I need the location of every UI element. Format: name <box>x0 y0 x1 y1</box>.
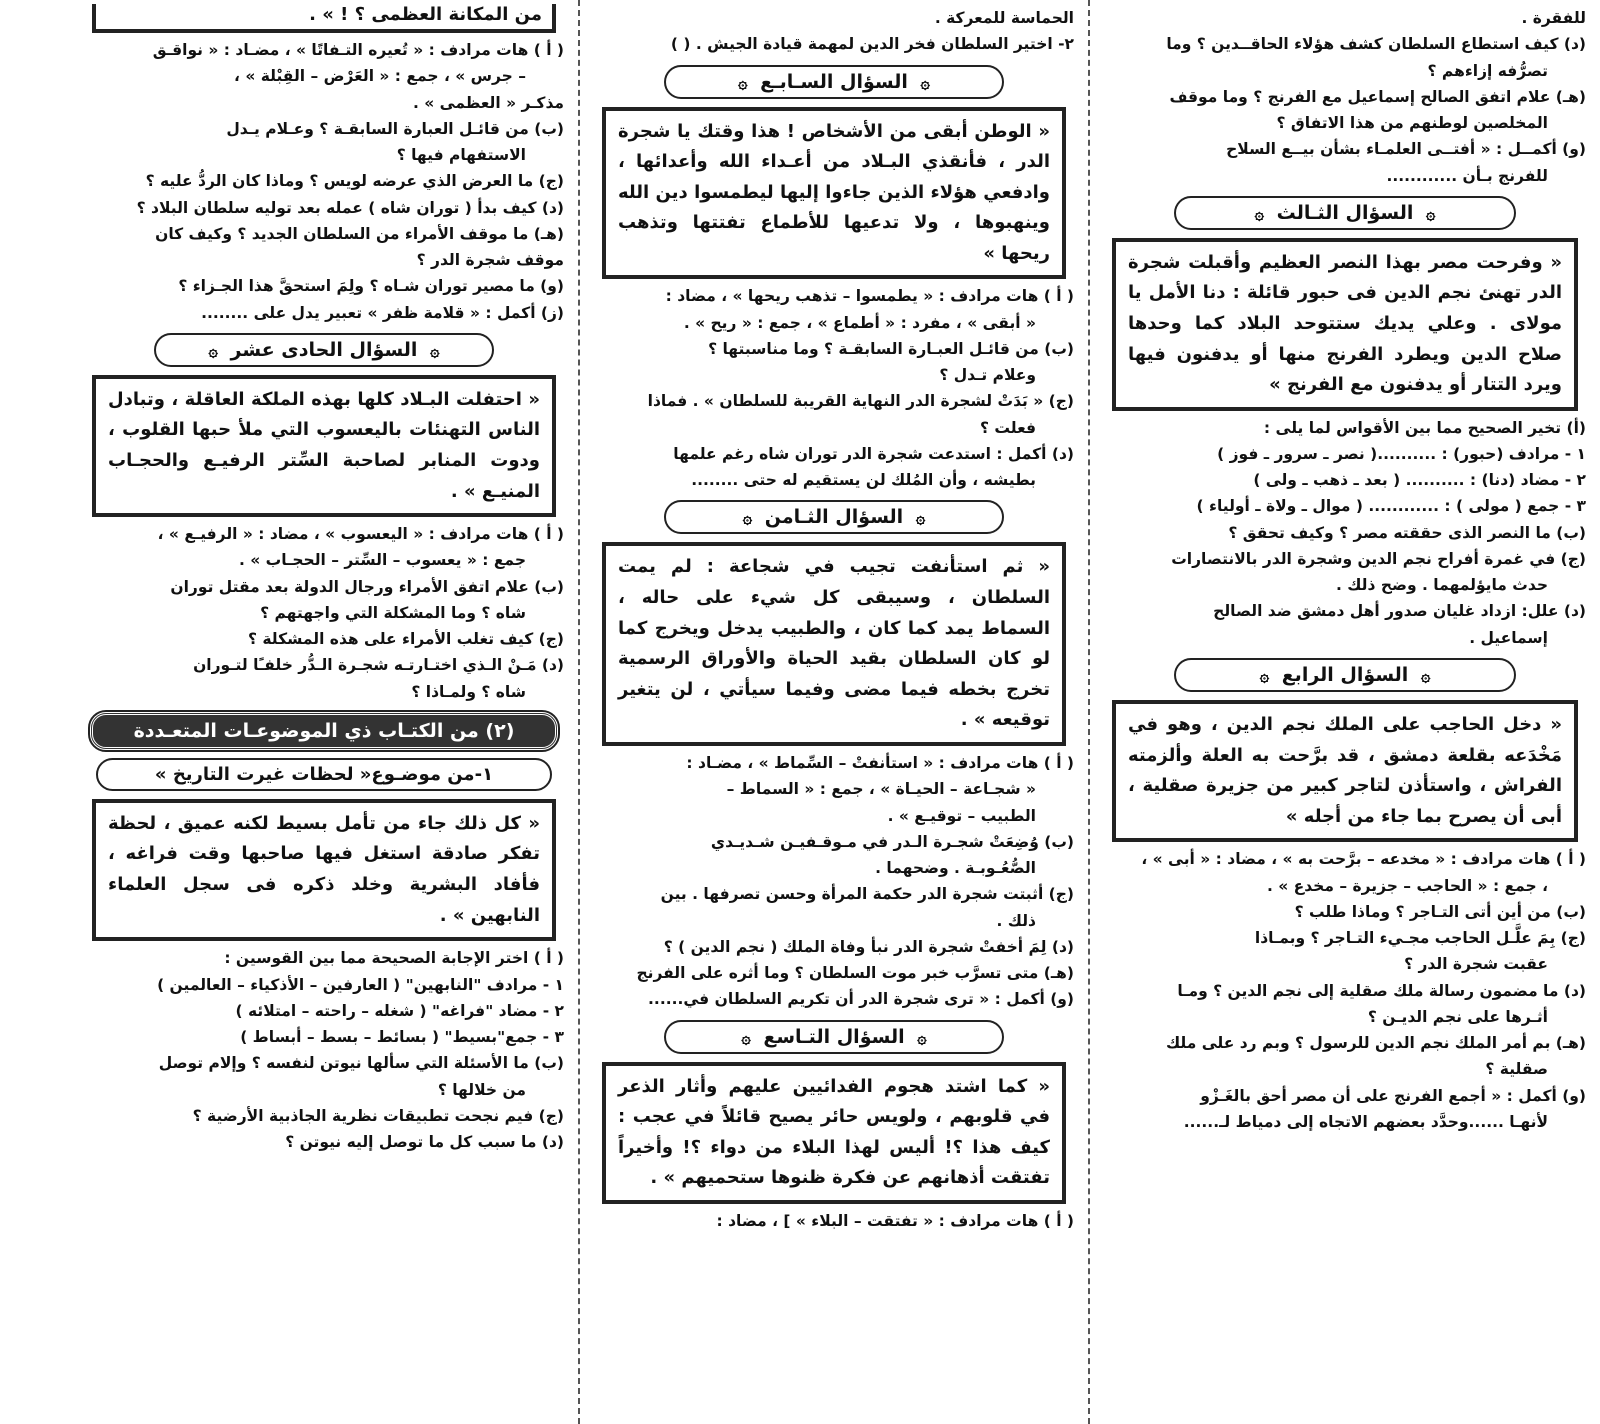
left-column <box>70 0 580 1424</box>
text-line: جمع : « يعسوب – السِّتر – الحجـاب » . <box>238 551 526 570</box>
text-line: (ب) ما النصر الذى حققته مصر ؟ وكيف تحقق ؟ <box>1228 523 1586 542</box>
text-line: المخلصين لوطنهم من هذا الاتفاق ؟ <box>1276 114 1548 132</box>
text-line: ( أ ) اختر الإجابة الصحيحة مما بين القوسين : <box>224 949 564 968</box>
question-title: السؤال الحادى عشر <box>230 338 418 361</box>
ornament-icon: ۞ <box>208 340 218 360</box>
text-line: ٢ - مضاد "فراغه" ( شغله – راحته – امتلائه ) <box>235 1001 564 1020</box>
text-line: (د) ما سبب كل ما توصل إليه نيوتن ؟ <box>285 1133 564 1151</box>
passage-box: « الوطن أبقى من الأشخاص ! هذا وقتك يا شجرة الدر ، فأنقذي البـلاد من أعـداء الله وأعدائها ، وادفعي هؤلاء الذين جاءوا إليها ليطمسوا دين الله وينهبوها ، ولا تدعيها للأطماع تفتتها وتذهب ريحها » <box>602 107 1066 280</box>
text-line: « أبقى » ، مفرد : « أطماع » ، جمع : « ريح » . <box>683 313 1036 332</box>
passage-box: « دخل الحاجب على الملك نجم الدين ، وهو في مَخْدَعه بقلعة دمشق ، قد برَّحت به العلة وألزمته الفراش ، واستأذن لتاجر كبير من جزيرة صقلية ، أبى أن يصرح بما جاء من أجله » <box>1112 700 1578 842</box>
passage-box: « احتفلت البـلاد كلها بهذه الملكة العاقلة ، وتبادل الناس التهنئات باليعسوب التي ملأ حبها القلوب ، ودوت المنابر لصاحبة السِّتر الرفيـع والحجـاب المنيـع » . <box>92 375 556 517</box>
section-banner: (٢) من الكتـاب ذي الموضوعـات المتعـددة <box>90 712 558 750</box>
text-line: (أ) تخير الصحيح مما بين الأقواس لما يلى : <box>1263 418 1586 437</box>
question-title: السؤال الرابع <box>1281 663 1409 686</box>
text-line: (ب) علام اتفق الأمراء ورجال الدولة بعد مقتل توران <box>170 577 564 596</box>
text-line: لأنهـا ......وحدَّد بعضهم الاتجاه إلى دمياط لـ...... <box>1183 1112 1548 1131</box>
text-line: (هـ) بم أمر الملك نجم الدين للرسول ؟ وبم رد على ملك <box>1165 1034 1586 1053</box>
text-line: ( أ ) هات مرادف : « تفتقت – البلاء » ] ، مضاد : <box>716 1211 1074 1230</box>
ornament-icon: ۞ <box>915 508 926 528</box>
question-title: السؤال الثـالث <box>1276 201 1414 224</box>
passage-box: « وفرحت مصر بهذا النصر العظيم وأقبلت شجرة الدر تهنئ نجم الدين فى حبور قائلة : دنا الأمل يا مولاى . وعلي يديك ستتوحد البلاد كما وحدها صلاح الدين ويطرد الفرنج منها أو يدفنون فيها ويرد التتار أو يدفنون مع الفرنج » <box>1112 238 1578 411</box>
text-line: (د) ما مضمون رسالة ملك صقلية إلى نجم الدين ؟ ومـا <box>1177 981 1586 1000</box>
text-line: (و) أكمل : « ترى شجرة الدر أن تكريم السلطان في...... <box>648 990 1074 1009</box>
question-8-header <box>664 500 1004 534</box>
question-9-header <box>664 1020 1004 1054</box>
passage-box-end: من المكانة العظمى ؟ ! » . <box>92 4 556 33</box>
ornament-icon: ۞ <box>1254 203 1264 223</box>
text-line: (د) مَـنْ الـذي اختـارتـه شجـرة الـدُّر خلفـًا لتـوران <box>193 656 564 675</box>
passage-box: « كما اشتد هجوم الفدائيين عليهم وأثار الذعر في قلوبهم ، ولويس حائر يصيح قائلاً في عجب : كيف هذا ؟! أليس لهذا البلاء من دواء ؟! وأخيراً تفتقت أذهانهم عن فكرة ظنوها ستحميهم » . <box>602 1062 1066 1204</box>
text-line: شاه ؟ ولمـاذا ؟ <box>411 682 526 701</box>
question-11-header <box>154 333 494 367</box>
text-line: (ب) من قائـل العبـارة السابقـة ؟ وما مناسبتها ؟ <box>708 339 1074 358</box>
text-line: ، جمع : « الحاجب – جزيرة – مخدع » . <box>1266 876 1548 895</box>
text-line: ١ - مرادف "النابهين" ( العارفين – الأذكياء – العالمين ) <box>157 975 564 994</box>
question-title: السؤال التـاسع <box>763 1025 905 1048</box>
text-line: (هـ) علام اتفق الصالح إسماعيل مع الفرنج ؟ وما موقف <box>1169 87 1586 106</box>
text-line: (ب) من أين أتى التـاجر ؟ وماذا طلب ؟ <box>1294 902 1586 921</box>
text-line: ٢ - مضاد (دنا) : .......... ( بعد ـ ذهب ـ ولى ) <box>1253 471 1586 490</box>
passage-box: « ثم استأنفت تجيب في شجاعة : لم يمت السلطان ، وسيبقى كل شيء على حاله ، السماط يمد كما كان ، والطبيب يدخل ويخرج كما لو كان السلطان بقيد الحياة والأوراق الرسمية تخرج بخطه فيما مضى وفيما سيأتي ، لن يتغير توقيعه » . <box>602 542 1066 746</box>
text-line: (ج) « بَدَتْ لشجرة الدر النهاية القريبة للسلطان » . فماذا <box>647 392 1074 411</box>
question-3-header <box>1174 196 1515 230</box>
text-line: الحماسة للمعركة . <box>934 9 1074 27</box>
text-line: الطبيب – توقيـع » . <box>887 806 1036 825</box>
text-line: (ب) وُضِعَتْ شجـرة الـدر في مـوقـفيـن شـديـدي <box>710 832 1074 851</box>
text-line: الصُّعُـوبـة . وضحهما . <box>875 859 1036 878</box>
text-line: (ب) من قائـل العبارة السابقـة ؟ وعـلام يـدل <box>226 119 564 138</box>
text-line: ( أ ) هات مرادف : « تُعيره التـفاتًا » ، مضـاد : « نواقـق <box>152 41 564 59</box>
text-line: (و) أكمل : « أجمع الفرنج على أن مصر أحق بالغَـزْو <box>1200 1086 1586 1105</box>
ornament-icon: ۞ <box>1426 203 1436 223</box>
text-line: بطيشه ، وأن المُلك لن يستقيم له حتى ........ <box>691 471 1036 490</box>
text-line: ( أ ) هات مرادف : « مخدعه – برَّحت به » ، مضاد : « أبى » ، <box>1141 850 1586 869</box>
text-line: ذلك . <box>996 911 1036 930</box>
middle-column <box>580 0 1090 1424</box>
text-line: (هـ) متى تسرَّب خبر موت السلطان ؟ وما أثره على الفرنج <box>636 964 1074 983</box>
text-line: ( أ ) هات مرادف : « يطمسوا – تذهب ريحها » ، مضاد : <box>665 287 1074 306</box>
ornament-icon: ۞ <box>430 340 440 360</box>
text-line: إسماعيل . <box>1469 628 1548 647</box>
question-4-header <box>1174 658 1515 692</box>
passage-box: « كل ذلك جاء من تأمل بسيط لكنه عميق ، لحظة تفكر صادقة استغل فيها صاحبها وقت فراغه ، فأفاد البشرية وخلد ذكره فى سجل العلماء النابهين » . <box>92 799 556 941</box>
text-line: أثـرها على نجم الديـن ؟ <box>1367 1007 1548 1026</box>
ornament-icon: ۞ <box>738 72 748 92</box>
ornament-icon: ۞ <box>742 508 753 528</box>
text-line: الاستفهام فيها ؟ <box>396 146 526 164</box>
text-line: (ج) كيف تغلب الأمراء على هذه المشكلة ؟ <box>247 630 564 649</box>
text-line: ( أ ) هات مرادف : « استأنفتْ – السِّماط » ، مضـاد : <box>686 754 1074 773</box>
text-line: مذكـر « العظمى » . <box>412 93 564 112</box>
text-line: « شجـاعة – الحيـاة » ، جمع : « السماط – <box>726 780 1036 799</box>
question-title: السؤال الثـامن <box>764 506 904 529</box>
text-line: (ج) في غمرة أفراح نجم الدين وشجرة الدر بالانتصارات <box>1171 549 1586 568</box>
text-line: ٢- اختير السلطان فخر الدين لمهمة قيادة الجيش . ( ) <box>670 35 1074 54</box>
topic-banner: ١-من موضـوع« لحظات غيرت التاريخ » <box>96 758 552 791</box>
text-line: ١ - مرادف (حبور) : ..........( نصر ـ سرور ـ فوز ) <box>1217 444 1586 463</box>
text-line: (د) علل: ازداد غليان صدور أهل دمشق ضد الصالح <box>1213 602 1586 621</box>
text-line: (ج) بِمَ علَّـل الحاجب مجـيء التـاجر ؟ وبمـاذا <box>1254 929 1586 948</box>
text-line: (ج) أثبتت شجرة الدر حكمة المرأة وحسن تصرفها . بين <box>660 885 1074 904</box>
text-line: (د) لِمَ أخفتْ شجرة الدر نبأ وفاة الملك ( نجم الدين ) ؟ <box>663 937 1074 956</box>
text-line: (د) أكمل : استدعت شجرة الدر توران شاه رغم علمها <box>673 444 1074 463</box>
ornament-icon: ۞ <box>1259 665 1270 685</box>
text-line: ٣ - جمع"بسيط" ( بسائط – بسط – أبساط ) <box>240 1028 564 1046</box>
text-line: (و) أكمــل : « أفتــى العلمـاء بشأن بيــع السلاح <box>1226 140 1586 159</box>
text-line: (ز) أكمل : « قلامة ظفر » تعبير يدل على ........ <box>201 303 564 322</box>
text-line: صقلية ؟ <box>1485 1060 1548 1079</box>
text-line: من خلالها ؟ <box>437 1080 526 1099</box>
text-line: شاه ؟ وما المشكلة التي واجهتهم ؟ <box>260 603 526 622</box>
ornament-icon: ۞ <box>920 72 930 92</box>
text-line: ( أ ) هات مرادف : « اليعسوب » ، مضاد : « الرفيـع » ، <box>157 525 564 544</box>
text-line: موقف شجرة الدر ؟ <box>416 251 564 269</box>
text-line: حدث مايؤلمهما . وضح ذلك . <box>1335 576 1548 595</box>
text-line: للفقرة . <box>1521 9 1586 27</box>
text-line: (ب) ما الأسئلة التي سألها نيوتن لنفسه ؟ وإلام توصل <box>158 1054 564 1073</box>
text-line: وعلام تـدل ؟ <box>939 366 1036 385</box>
text-line: (د) كيف استطاع السلطان كشف هؤلاء الحاقــدين ؟ وما <box>1166 35 1586 54</box>
text-line: (ج) فيم نجحت تطبيقات نظرية الجاذبية الأرضية ؟ <box>192 1106 564 1125</box>
ornament-icon: ۞ <box>741 1027 751 1047</box>
text-line: فعلت ؟ <box>979 418 1036 437</box>
text-line: تصرُّفه إزاءهم ؟ <box>1427 61 1548 80</box>
text-line: (ج) ما العرض الذي عرضه لويس ؟ وماذا كان الردُّ عليه ؟ <box>145 172 564 191</box>
ornament-icon: ۞ <box>917 1027 927 1047</box>
text-line: (و) ما مصير توران شـاه ؟ ولِمَ استحقَّ هذا الجـزاء ؟ <box>178 277 564 296</box>
text-line: (د) كيف بدأ ( توران شاه ) عمله بعد توليه سلطان البلاد ؟ <box>136 198 564 217</box>
ornament-icon: ۞ <box>1420 665 1431 685</box>
text-line: للفرنج بـأن ............ <box>1386 166 1548 185</box>
question-title: السؤال السـابـع <box>760 70 908 93</box>
text-line: – جرس » ، جمع : « العَرْض – القِبْلة » ، <box>234 67 526 86</box>
right-column <box>1090 0 1600 1424</box>
question-7-header <box>664 65 1004 99</box>
text-line: ٣ - جمع ( مولى ) : ............ ( موال ـ ولاة ـ أولياء ) <box>1196 497 1586 516</box>
text-line: عقبت شجرة الدر ؟ <box>1404 955 1548 974</box>
text-line: (هـ) ما موقف الأمراء من السلطان الجديد ؟ وكيف كان <box>155 224 564 243</box>
